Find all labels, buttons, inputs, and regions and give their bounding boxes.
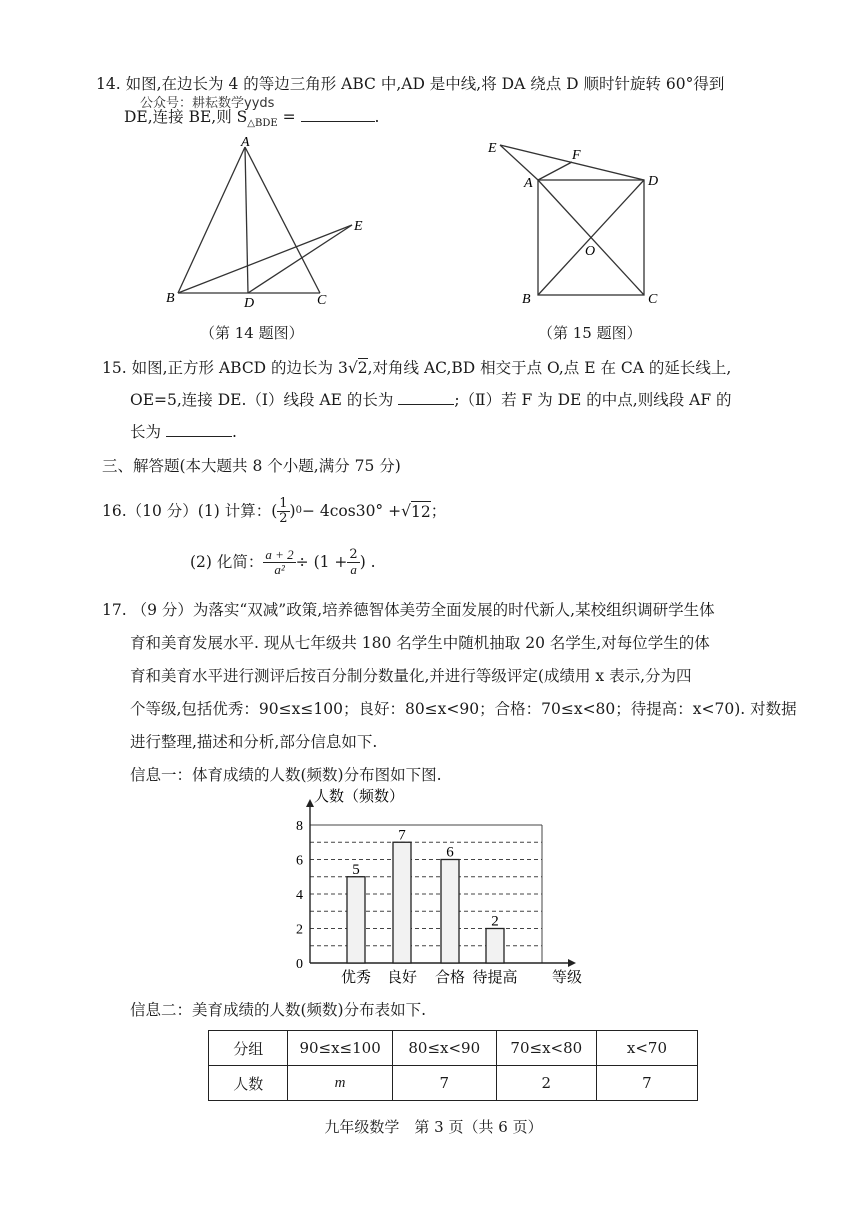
q14-segment-ad [245, 147, 248, 293]
q15-number: 15. [102, 359, 127, 377]
q14-line1 [96, 74, 724, 94]
q15-text-3b: . [231, 423, 237, 441]
x-category-label: 合格 [434, 970, 466, 986]
q14-text-1: 如图,在边长为 4 的等边三角形 ABC 中,AD 是中线,将 DA 绕点 D 顺时针旋转 60°得到 [125, 75, 725, 93]
bar-value-label: 5 [352, 861, 360, 878]
q17-line-3: 育和美育水平进行测评后按百分制分数量化,并进行等级评定(成绩用 x 表示,分为四 [130, 667, 692, 685]
q15-sqrt-radicand: 2 [357, 359, 368, 377]
q15-line1: 15. 如图,正方形 ABCD 的边长为 3√2,对角线 AC,BD 相交于点 O,点 E 在 CA 的延长线上, [102, 359, 732, 377]
q15-label-o: O [585, 244, 596, 259]
q14-text-2b: = [277, 108, 296, 126]
y-axis-title: 人数（频数） [314, 789, 405, 805]
q16-exponent: 0 [295, 505, 302, 516]
q15-label-c: C [648, 292, 658, 307]
q17-line-4: 个等级,包括优秀：90≤x≤100；良好：80≤x<90；合格：70≤x<80；待提高：x<70). 对数据 [130, 700, 797, 718]
table-header-cell: x<70 [596, 1031, 697, 1066]
chart-gridlines [310, 825, 542, 963]
table-row [209, 1066, 698, 1101]
q16-text-1a: （10 分）(1) 计算：( [126, 502, 278, 520]
q14-label-b: B [166, 291, 175, 306]
bar-value-label: 7 [398, 827, 406, 844]
q14-label-e: E [354, 219, 363, 234]
q14-text-2a: DE,连接 BE,则 S [124, 108, 248, 126]
q16-text-2a: (2) 化简： [190, 553, 264, 571]
chart-bars [347, 842, 504, 963]
q17-line-2: 育和美育发展水平. 现从七年级共 180 名学生中随机抽取 20 名学生,对每位学生的体 [130, 634, 710, 652]
q14-label-c: C [317, 293, 327, 308]
q14-area-subscript: △BDE [247, 118, 278, 130]
section-3-heading: 三、解答题(本大题共 8 个小题,满分 75 分) [102, 457, 401, 475]
q16-part2 [190, 545, 376, 579]
q15-text-2b: ;（Ⅱ）若 F 为 DE 的中点,则线段 AF 的 [454, 391, 732, 409]
q17-text-1: （9 分）为落实“双减”政策,培养德智体美劳全面发展的时代新人,某校组织调研学生体 [131, 601, 715, 619]
q15-text-3a: 长为 [130, 423, 162, 441]
q15-label-a: A [524, 176, 533, 191]
q15-line2 [130, 390, 732, 410]
q16-text-2b: ÷ (1 + [295, 553, 348, 571]
bar-value-label: 2 [491, 913, 499, 930]
q16-text-1d: ； [430, 502, 447, 520]
q14-figure [160, 135, 380, 310]
q15-text-1b: ,对角线 AC,BD 相交于点 O,点 E 在 CA 的延长线上, [367, 359, 732, 377]
y-tick-label: 2 [296, 922, 303, 938]
q15-answer-blank-1[interactable] [398, 404, 454, 405]
table-cell: 7 [596, 1066, 697, 1101]
q14-label-d: D [244, 296, 255, 310]
table-header-cell: 70≤x<80 [496, 1031, 596, 1066]
table-cell: m [288, 1066, 392, 1101]
watermark-text: 公众号：耕耘数学yyds [140, 96, 275, 111]
q15-label-f: F [572, 148, 581, 163]
q15-text-2a: OE=5,连接 DE.（Ⅰ）线段 AE 的长为 [130, 391, 394, 409]
bar-3 [441, 860, 459, 964]
q15-label-e: E [488, 141, 497, 156]
q15-answer-blank-2[interactable] [166, 436, 232, 437]
table-header-cell: 分组 [209, 1031, 288, 1066]
y-tick-label: 6 [296, 853, 303, 869]
q17-line-5: 进行整理,描述和分析,部分信息如下. [130, 733, 378, 751]
page-footer: 九年级数学 第 3 页（共 6 页） [324, 1118, 543, 1136]
q16-fraction-half: $\frac{1}{2}$ [279, 495, 288, 526]
q16-fraction-2: $\frac{2}{a}$ [349, 546, 358, 577]
q14-text-2end: . [374, 108, 380, 126]
x-axis-title: 等级 [552, 970, 583, 986]
q16-sqrt-radicand: 12 [411, 502, 431, 521]
table-header-row [209, 1031, 698, 1066]
q14-line2 [124, 107, 379, 134]
q17-number: 17. [102, 601, 127, 619]
q17-info-1: 信息一：体育成绩的人数(频数)分布图如下图. [130, 766, 442, 784]
q14-number: 14. [96, 75, 121, 93]
bar-value-label: 6 [446, 844, 454, 861]
y-tick-label: 8 [296, 819, 303, 834]
q17-info-2: 信息二：美育成绩的人数(频数)分布表如下. [130, 1001, 427, 1019]
q16-text-2c: ) . [359, 553, 376, 571]
q15-line3 [130, 422, 237, 442]
q15-text-1a: 如图,正方形 ABCD 的边长为 3 [131, 359, 348, 377]
q14-answer-blank[interactable] [301, 121, 375, 122]
q14-label-a: A [241, 135, 250, 150]
table-cell: 人数 [209, 1066, 288, 1101]
q15-figure [480, 135, 680, 310]
table-header-cell: 90≤x≤100 [288, 1031, 392, 1066]
q15-caption: （第 15 题图） [538, 324, 642, 342]
table-cell: 7 [392, 1066, 496, 1101]
q16-number: 16. [102, 502, 127, 520]
q15-segment-af [538, 162, 572, 180]
pe-score-bar-chart [280, 785, 610, 990]
aesthetic-score-table [208, 1030, 698, 1101]
q16-text-1c: − 4cos30° + [301, 502, 402, 520]
bar-4 [486, 929, 504, 964]
bar-1 [347, 877, 365, 963]
y-tick-label: 4 [296, 888, 303, 903]
q17-line-1 [102, 600, 715, 620]
x-category-label: 优秀 [340, 970, 372, 986]
q16-part1: 16. （10 分）(1) 计算：( $\frac{1}{2}$ ) 0 − 4cos30° + √ 12 ； [102, 495, 447, 526]
table-cell: 2 [496, 1066, 596, 1101]
chart-labels [296, 788, 582, 986]
bar-2 [393, 842, 411, 963]
q14-caption: （第 14 题图） [200, 324, 304, 342]
table-header-cell: 80≤x<90 [392, 1031, 496, 1066]
q15-label-b: B [522, 292, 531, 307]
x-axis-arrow [568, 959, 576, 967]
x-category-label: 良好 [386, 970, 418, 986]
y-axis-arrow [306, 799, 314, 807]
q15-label-d: D [648, 174, 659, 189]
x-category-label: 待提高 [472, 970, 518, 986]
q16-fraction-1: $\frac{a + 2}{\text{a²}}$ [265, 546, 294, 577]
y-tick-label: 0 [296, 957, 303, 972]
q16-text-1b: ) [289, 502, 296, 520]
